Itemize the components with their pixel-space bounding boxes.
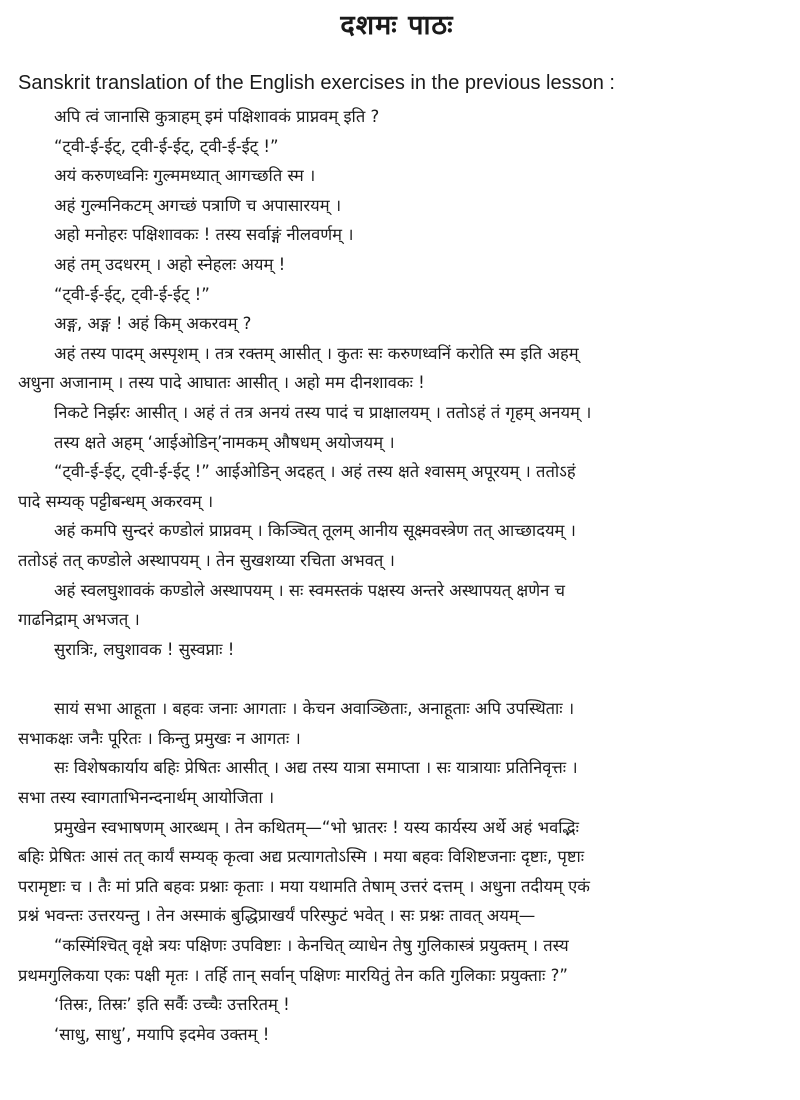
section-1 xyxy=(18,102,776,664)
text-line: अहं कमपि सुन्दरं कण्डोलं प्राप्नवम् । किञ्चित् तूलम् आनीय सूक्ष्मवस्त्रेण तत् आच्छादयम् । xyxy=(54,521,576,541)
text-line: सुरात्रिः, लघुशावक ! सुस्वप्नाः ! xyxy=(54,639,235,659)
text-line: अहं गुल्मनिकटम् अगच्छं पत्राणि च अपासारयम् । xyxy=(54,195,342,215)
text-line: अहो मनोहरः पक्षिशावकः ! तस्य सर्वाङ्गं नीलवर्णम् । xyxy=(54,225,354,245)
text-line: अहं तम् उदधरम् । अहो स्नेहलः अयम् ! xyxy=(54,254,286,274)
text-line: परामृष्टाः च । तैः मां प्रति बहवः प्रश्नाः कृताः । मया यथामति तेषाम् उत्तरं दत्तम् । अधुना तदीयम् एकं xyxy=(18,876,590,896)
text-line: सः विशेषकार्याय बहिः प्रेषितः आसीत् । अद्य तस्य यात्रा समाप्ता । सः यात्रायाः प्रतिनिवृत्तः । xyxy=(54,758,578,778)
text-line: “ट्वी-ई-ईट्, ट्वी-ई-ईट् !” xyxy=(54,284,210,304)
text-line: “ट्वी-ई-ईट्, ट्वी-ई-ईट्, ट्वी-ई-ईट् !” xyxy=(54,136,279,156)
text-line: प्रश्नं भवन्तः उत्तरयन्तु । तेन अस्माकं बुद्धिप्राखर्यं परिस्फुटं भवेत् । सः प्रश्नः तावत् अयम्— xyxy=(18,906,536,926)
text-line: “ट्वी-ई-ईट्, ट्वी-ई-ईट् !” आईओडिन् अदहत् । अहं तस्य क्षते श्वासम् अपूरयम् । ततोऽहं xyxy=(54,462,576,482)
section-2 xyxy=(18,694,776,1049)
text-line: ‘तिस्रः, तिस्रः’ इति सर्वैः उच्चैः उत्तरितम् ! xyxy=(54,995,290,1015)
text-line: ततोऽहं तत् कण्डोले अस्थापयम् । तेन सुखशय्या रचिता अभवत् । xyxy=(18,550,395,570)
text-line: “कस्मिंश्चित् वृक्षे त्रयः पक्षिणः उपविष्टाः । केनचित् व्याधेन तेषु गुलिकास्त्रं प्रयुक्तम् । तस्य xyxy=(54,936,569,956)
text-line: अयं करुणध्वनिः गुल्ममध्यात् आगच्छति स्म । xyxy=(54,166,316,186)
text-line: सायं सभा आहूता । बहवः जनाः आगताः । केचन अवाञ्छिताः, अनाहूताः अपि उपस्थिताः । xyxy=(54,699,575,719)
text-line: सभाकक्षः जनैः पूरितः । किन्तु प्रमुखः न आगतः । xyxy=(18,728,301,748)
text-line: अङ्ग, अङ्ग ! अहं किम् अकरवम् ? xyxy=(54,314,252,334)
intro-text: Sanskrit translation of the English exercises in the previous lesson : xyxy=(18,72,615,94)
section-gap xyxy=(18,664,776,694)
text-body xyxy=(18,102,776,1049)
text-line: निकटे निर्झरः आसीत् । अहं तं तत्र अनयं तस्य पादं च प्राक्षालयम् । ततोऽहं तं गृहम् अनयम् । xyxy=(54,402,592,422)
text-line: पादे सम्यक् पट्टीबन्धम् अकरवम् । xyxy=(18,491,214,511)
text-line: सभा तस्य स्वागताभिनन्दनार्थम् आयोजिता । xyxy=(18,788,275,808)
text-line: अहं तस्य पादम् अस्पृशम् । तत्र रक्तम् आसीत् । कुतः सः करुणध्वनिं करोति स्म इति अहम् xyxy=(54,343,579,363)
text-line: अपि त्वं जानासि कुत्राहम् इमं पक्षिशावकं प्राप्नवम् इति ? xyxy=(54,107,380,126)
text-line: बहिः प्रेषितः आसं तत् कार्यं सम्यक् कृत्वा अद्य प्रत्यागतोऽस्मि । मया बहवः विशिष्टजनाः दृष्टाः, पृष्टाः xyxy=(18,847,585,867)
text-line: ‘साधु, साधु’, मयापि इदमेव उक्तम् ! xyxy=(54,1024,270,1044)
text-line: अहं स्वलघुशावकं कण्डोले अस्थापयम् । सः स्वमस्तकं पक्षस्य अन्तरे अस्थापयत् क्षणेन च xyxy=(54,580,566,600)
text-line: तस्य क्षते अहम् ‘आईओडिन्’नामकम् औषधम् अयोजयम् । xyxy=(54,432,395,452)
text-line: अधुना अजानाम् । तस्य पादे आघातः आसीत् । अहो मम दीनशावकः ! xyxy=(18,373,425,393)
text-line: गाढनिद्राम् अभजत् । xyxy=(18,610,140,630)
text-line: प्रमुखेन स्वभाषणम् आरब्धम् । तेन कथितम्—“भो भ्रातरः ! यस्य कार्यस्य अर्थे अहं भवद्भिः xyxy=(54,817,579,837)
text-line: प्रथमगुलिकया एकः पक्षी मृतः । तर्हि तान् सर्वान् पक्षिणः मारयितुं तेन कति गुलिकाः प्रयुक्ताः ?” xyxy=(18,965,568,985)
page-title: दशमः पाठः xyxy=(340,10,454,41)
